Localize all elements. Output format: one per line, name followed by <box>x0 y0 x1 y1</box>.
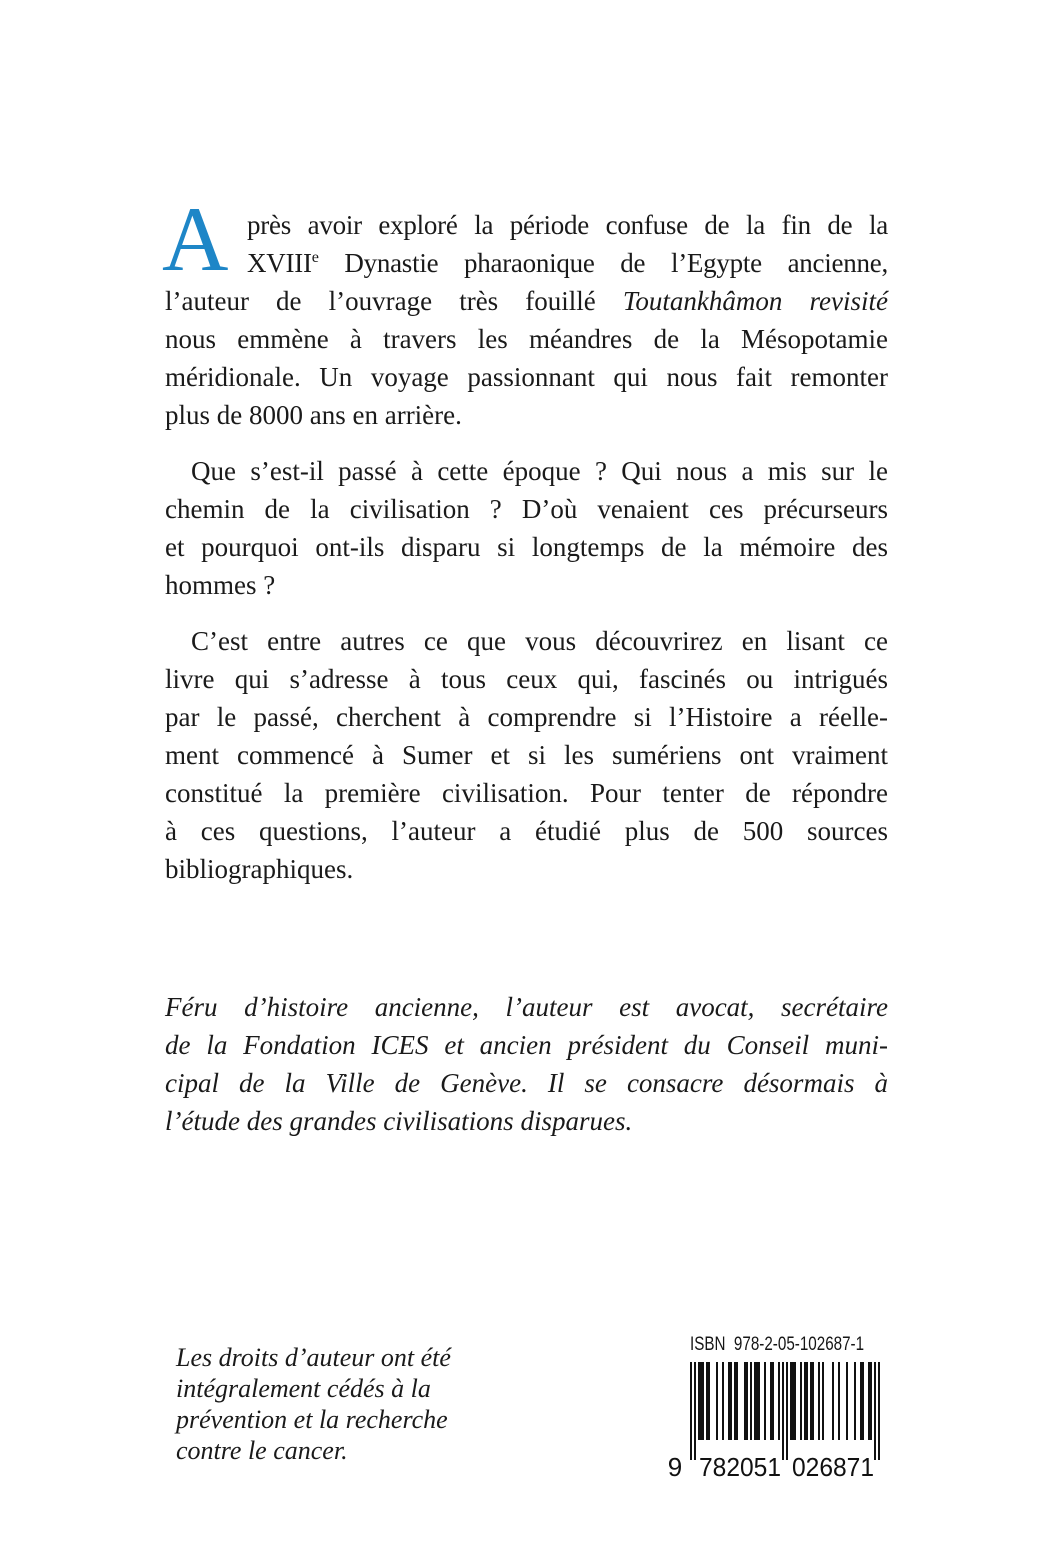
barcode-bar <box>744 1362 746 1440</box>
ean13-barcode <box>665 1358 885 1480</box>
barcode-bar <box>702 1362 704 1440</box>
barcode-digits: 782051 <box>699 1452 781 1480</box>
text-line: C’est entre autres ce que vous découvrirez en lisant ce <box>191 626 888 656</box>
barcode-bar <box>806 1362 808 1440</box>
barcode-bar <box>728 1362 730 1440</box>
barcode-bar <box>860 1362 862 1440</box>
barcode-bar <box>690 1362 692 1460</box>
isbn-barcode-block <box>665 1334 885 1480</box>
text-line: plus de 8000 ans en arrière. <box>165 400 462 430</box>
barcode-bar <box>736 1362 738 1440</box>
text-line: livre qui s’adresse à tous ceux qui, fascinés ou intrigués <box>165 664 888 694</box>
barcode-bar <box>874 1362 876 1460</box>
author-bio-note <box>165 988 888 1140</box>
barcode-bar <box>804 1362 806 1440</box>
barcode-bar <box>862 1362 864 1440</box>
paragraph-book-pitch <box>165 622 888 888</box>
paragraph-questions <box>165 452 888 604</box>
text-line: près avoir exploré la période confuse de la fin de la <box>247 210 888 240</box>
barcode-bar <box>734 1362 736 1440</box>
text-line: par le passé, cherchent à comprendre si l’Histoire a réelle- <box>165 702 888 732</box>
barcode-bar <box>812 1362 814 1440</box>
barcode-digits: 9 <box>667 1452 683 1480</box>
barcode-bar <box>792 1362 794 1440</box>
barcode-bar <box>694 1362 696 1460</box>
text-line: ment commencé à Sumer et si les sumériens ont vraiment <box>165 740 888 770</box>
text-line: et pourquoi ont-ils disparu si longtemps de la mémoire des <box>165 532 888 562</box>
barcode-bar <box>854 1362 856 1440</box>
text-line: l’auteur de l’ouvrage très fouillé Toutankhâmon revisité <box>165 286 888 316</box>
barcode-bar <box>846 1362 848 1440</box>
barcode-bar <box>706 1362 708 1440</box>
text-line: bibliographiques. <box>165 854 354 884</box>
text-line: Les droits d’auteur ont été <box>176 1343 451 1372</box>
paragraph-lines <box>247 206 888 282</box>
barcode-bar <box>832 1362 834 1440</box>
barcode-digits: 026871 <box>792 1452 874 1480</box>
text-line: cipal de la Ville de Genève. Il se consacre désormais à <box>165 1068 888 1098</box>
barcode-bar <box>870 1362 872 1440</box>
copyright-donation-note <box>176 1342 506 1466</box>
barcode-bar <box>716 1362 718 1440</box>
text-line: nous emmène à travers les méandres de la Mésopotamie <box>165 324 888 354</box>
barcode-bar <box>838 1362 840 1440</box>
barcode-bar <box>754 1362 756 1440</box>
paragraph-lines <box>165 282 888 434</box>
barcode-bar <box>818 1362 820 1440</box>
barcode-bar <box>750 1362 752 1440</box>
paragraph-intro <box>162 188 888 434</box>
barcode-bar <box>794 1362 796 1440</box>
text-line: à ces questions, l’auteur a étudié plus de 500 sources <box>165 816 888 846</box>
barcode-bar <box>786 1362 788 1460</box>
text-line: XVIIIe Dynastie pharaonique de l’Egypte ancienne, <box>247 248 888 278</box>
synopsis-text <box>162 188 888 888</box>
barcode-bar <box>708 1362 710 1440</box>
text-line: intégralement cédés à la <box>176 1374 431 1403</box>
text-line: Féru d’histoire ancienne, l’auteur est avocat, secrétaire <box>165 992 888 1022</box>
text-line: de la Fondation ICES et ancien président du Conseil muni- <box>165 1030 888 1060</box>
text-line: hommes ? <box>165 570 276 600</box>
barcode-bar <box>868 1362 870 1440</box>
barcode-bar <box>810 1362 812 1440</box>
text-line: l’étude des grandes civilisations disparues. <box>165 1106 633 1136</box>
barcode-bar <box>778 1362 780 1440</box>
barcode-bar <box>782 1362 784 1460</box>
barcode-bar <box>700 1362 702 1440</box>
barcode-bar <box>790 1362 792 1440</box>
barcode-bar <box>800 1362 802 1440</box>
barcode-bar <box>764 1362 766 1440</box>
barcode-bar <box>770 1362 772 1440</box>
barcode-bar <box>758 1362 760 1440</box>
text-line: chemin de la civilisation ? D’où venaient ces précurseurs <box>165 494 888 524</box>
barcode-bar <box>822 1362 824 1440</box>
text-line: constitué la première civilisation. Pour tenter de répondre <box>165 778 888 808</box>
isbn-label: ISBN 978-2-05-102687-1 <box>690 1334 865 1355</box>
barcode-bar <box>698 1362 700 1440</box>
barcode-bar <box>756 1362 758 1440</box>
drop-cap-row <box>162 188 888 290</box>
text-line: prévention et la recherche <box>176 1405 448 1434</box>
barcode-bar <box>772 1362 774 1440</box>
drop-cap-letter: A <box>162 188 229 290</box>
barcode-bar <box>730 1362 732 1440</box>
text-line: contre le cancer. <box>176 1436 348 1465</box>
barcode-bar <box>722 1362 724 1440</box>
text-line: méridionale. Un voyage passionnant qui nous fait remonter <box>165 362 888 392</box>
barcode-bar <box>746 1362 748 1440</box>
text-line: Que s’est-il passé à cette époque ? Qui nous a mis sur le <box>191 456 888 486</box>
barcode-bar <box>878 1362 880 1460</box>
